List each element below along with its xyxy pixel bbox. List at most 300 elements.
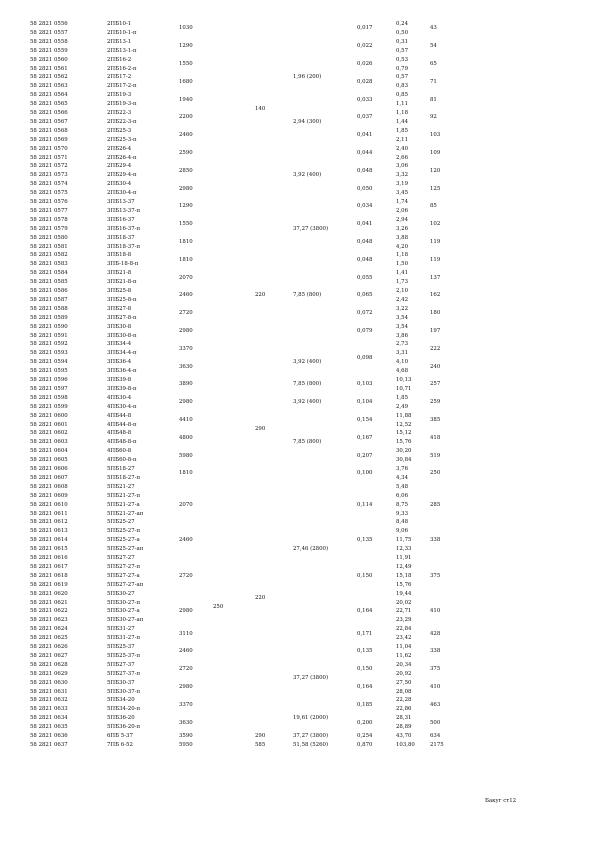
item-mass: 20,02 [396,599,412,606]
item-mass: 3,76 [396,466,409,472]
weight-cell: 385 [430,417,441,424]
length-cell: 1940 [179,96,193,103]
length-cell: 2460 [179,292,193,299]
item-name: 3ПБ30-8-п [107,332,137,339]
item-code: 58 2821 0576 [30,199,68,205]
volume-cell: 0,041 [357,132,373,139]
item-code: 58 2821 0579 [30,225,68,232]
weight-cell: 418 [430,434,441,441]
item-code: 58 2821 0611 [30,510,68,517]
item-code: 58 2821 0562 [30,74,68,81]
length-cell: 2460 [179,537,193,544]
volume-cell: 0,041 [357,221,373,228]
length-cell: 3110 [179,630,193,637]
item-name: 5ПБ31-27 [107,626,135,633]
length-cell: 3370 [179,701,193,708]
item-mass: 103,80 [396,741,415,748]
item-mass: 3,22 [396,305,409,312]
load-cell: 37,27 (3800) [293,733,329,739]
volume-cell: 0,167 [357,434,373,441]
item-mass: 1,41 [396,270,409,277]
item-mass: 15,76 [396,581,412,588]
item-name: 4ПБ60-8 [107,448,132,455]
item-mass: 3,32 [396,172,409,179]
length-cell: 2980 [179,684,193,691]
item-name: 3ПБ21-8 [107,270,132,277]
length-cell: 1550 [179,221,193,228]
volume-cell: 0,065 [357,292,373,299]
volume-cell: 0,098 [357,354,373,361]
item-name: 5ПБ34-20-п [107,706,141,713]
weight-cell: 410 [430,684,441,691]
item-name: 4ПБ30-4-п [107,403,137,410]
item-name: 3ПБ21-8-п [107,279,137,286]
item-mass: 1,73 [396,279,409,286]
item-name: 6ПБ 5-37 [107,733,133,739]
item-code: 58 2821 0578 [30,216,68,223]
item-code: 58 2821 0633 [30,706,68,713]
load-cell: 2,94 (300) [293,118,322,125]
length-cell: 1290 [179,203,193,210]
volume-cell: 0,207 [357,452,373,459]
volume-cell: 0,037 [357,114,373,121]
load-cell: 7,85 (800) [293,292,322,299]
item-mass: 22,28 [396,697,412,704]
height-cell: 290 [255,733,266,739]
item-name: 2ПБ25-3 [107,127,132,134]
item-name: 5ПБ27-37 [107,661,135,668]
item-mass: 0,57 [396,47,409,54]
volume-cell: 0,185 [357,701,373,708]
height-cell: 220 [255,292,266,299]
length-cell: 2720 [179,572,193,579]
weight-cell: 197 [430,328,441,335]
item-mass: 10,13 [396,377,412,383]
item-code: 58 2821 0635 [30,724,68,731]
item-mass: 12,52 [396,421,412,428]
item-name: 2ПБ25-3-п [107,136,137,143]
item-code: 58 2821 0620 [30,590,68,597]
item-name: 5ПБ27-27 [107,555,135,561]
weight-cell: 180 [430,310,441,317]
weight-cell: 375 [430,572,441,579]
item-name: 3ПБ18-37-п [107,243,141,250]
item-code: 58 2821 0605 [30,457,68,464]
item-mass: 2,11 [396,136,409,143]
item-code: 58 2821 0572 [30,163,68,170]
volume-cell: 0,164 [357,684,373,691]
height-cell: 585 [255,741,266,748]
item-code: 58 2821 0609 [30,492,68,499]
weight-cell: 120 [430,167,441,174]
item-name: 3ПБ36-4 [107,359,132,366]
item-name: 5ПБ30-37-п [107,688,141,695]
item-mass: 1,44 [396,118,409,125]
length-cell: 5950 [179,741,193,748]
load-cell: 1,96 (200) [293,74,322,81]
weight-cell: 257 [430,381,441,388]
weight-cell: 85 [430,203,437,210]
weight-cell: 410 [430,608,441,615]
item-name: 2ПБ10-1-п [107,29,137,36]
item-mass: 0,50 [396,29,409,36]
item-code: 58 2821 0607 [30,474,68,481]
item-code: 58 2821 0618 [30,572,68,579]
volume-cell: 0,870 [357,741,373,748]
item-name: 5ПБ25-37 [107,644,135,650]
item-mass: 2,42 [396,296,409,303]
item-name: 4ПБ44-8 [107,412,132,419]
volume-cell: 0,100 [357,470,373,477]
item-code: 58 2821 0631 [30,688,68,695]
item-mass: 22,71 [396,608,412,615]
item-mass: 11,91 [396,555,412,561]
item-name: 5ПБ21-27 [107,483,135,490]
length-cell: 2460 [179,132,193,139]
length-cell: 1810 [179,470,193,477]
item-mass: 0,24 [396,21,409,27]
load-cell: 3,92 (400) [293,359,322,366]
item-mass: 43,70 [396,733,412,739]
item-mass: 9,06 [396,528,409,535]
item-mass: 11,75 [396,537,412,544]
weight-cell: 43 [430,25,437,32]
item-code: 58 2821 0598 [30,394,68,401]
item-mass: 28,08 [396,688,412,695]
load-cell: 7,85 (800) [293,381,322,388]
item-code: 58 2821 0568 [30,127,68,134]
item-name: 2ПБ30-4-п [107,190,137,197]
item-code: 58 2821 0621 [30,599,68,606]
item-mass: 3,19 [396,181,409,188]
item-mass: 8,75 [396,501,409,508]
length-cell: 2850 [179,167,193,174]
item-name: 3ПБ18-37 [107,234,135,241]
item-mass: 1,85 [396,127,409,134]
item-code: 58 2821 0571 [30,154,68,161]
item-mass: 1,85 [396,394,409,401]
item-code: 58 2821 0637 [30,741,68,748]
item-code: 58 2821 0608 [30,483,68,490]
volume-cell: 0,055 [357,274,373,281]
length-cell: 2980 [179,328,193,335]
volume-cell: 0,171 [357,630,373,637]
item-code: 58 2821 0589 [30,314,68,321]
item-name: 5ПБ25-27-ап [107,546,144,553]
item-mass: 22,86 [396,706,412,713]
weight-cell: 428 [430,630,441,637]
item-name: 5ПБ18-27-п [107,474,141,481]
item-code: 58 2821 0581 [30,243,68,250]
item-name: 5ПБ31-27-п [107,635,141,642]
load-cell: 7,85 (800) [293,439,322,446]
item-mass: 4,20 [396,243,409,250]
item-mass: 0,57 [396,74,409,81]
volume-cell: 0,044 [357,150,373,157]
weight-cell: 375 [430,666,441,673]
item-name: 2ПБ17-2-п [107,83,137,90]
item-code: 58 2821 0592 [30,341,68,348]
item-code: 58 2821 0627 [30,652,68,659]
item-code: 58 2821 0567 [30,118,68,125]
item-code: 58 2821 0585 [30,279,68,286]
item-code: 58 2821 0558 [30,38,68,45]
length-cell: 2720 [179,666,193,673]
item-code: 58 2821 0577 [30,207,68,214]
item-code: 58 2821 0614 [30,537,68,544]
weight-cell: 259 [430,399,441,406]
weight-cell: 285 [430,501,441,508]
item-mass: 3,06 [396,163,409,170]
item-name: 5ПБ21-27-а [107,501,140,508]
weight-cell: 222 [430,345,441,352]
volume-cell: 0,154 [357,417,373,424]
item-name: 3ПБ-18-8-п [107,261,139,268]
volume-cell: 0,135 [357,648,373,655]
length-cell: 5980 [179,452,193,459]
item-code: 58 2821 0615 [30,546,68,553]
item-mass: 15,12 [396,430,412,437]
item-name: 3ПБ34-4-п [107,350,137,357]
item-mass: 1,18 [396,252,409,259]
item-code: 58 2821 0632 [30,697,68,704]
item-mass: 0,79 [396,65,409,72]
item-name: 5ПБ21-27-п [107,492,141,499]
length-cell: 1290 [179,43,193,50]
item-name: 2ПБ13-1-п [107,47,137,54]
item-mass: 3,88 [396,234,409,241]
length-cell: 2980 [179,608,193,615]
item-code: 58 2821 0563 [30,83,68,90]
length-cell: 2720 [179,310,193,317]
item-name: 5ПБ27-27-а [107,572,140,579]
weight-cell: 634 [430,733,441,739]
weight-cell: 54 [430,43,437,50]
item-mass: 6,06 [396,492,409,499]
length-cell: 3370 [179,345,193,352]
item-name: 2ПБ26-4-п [107,154,137,161]
item-name: 2ПБ17-2 [107,74,132,81]
item-name: 7ПБ 6-52 [107,741,133,748]
item-name: 5ПБ27-37-п [107,670,141,677]
volume-cell: 0,022 [357,43,373,50]
item-name: 2ПБ19-3 [107,92,132,99]
length-cell: 3630 [179,363,193,370]
load-cell: 27,46 (2800) [293,546,329,553]
item-mass: 2,66 [396,154,409,161]
item-mass: 3,26 [396,225,409,232]
item-name: 5ПБ27-27-ап [107,581,144,588]
item-name: 3ПБ18-8 [107,252,132,259]
item-mass: 1,18 [396,110,409,116]
item-code: 58 2821 0628 [30,661,68,668]
item-name: 5ПБ18-27 [107,466,135,472]
item-mass: 20,92 [396,670,412,677]
length-cell: 4410 [179,417,193,424]
item-code: 58 2821 0616 [30,555,68,561]
volume-cell: 0,050 [357,185,373,192]
item-mass: 0,53 [396,56,409,63]
item-name: 3ПБ36-4-п [107,368,137,375]
item-code: 58 2821 0636 [30,733,68,739]
volume-cell: 0,028 [357,78,373,85]
item-name: 5ПБ25-27 [107,519,135,526]
volume-cell: 0,114 [357,501,373,508]
item-name: 5ПБ36-20 [107,715,135,722]
height-cell: 140 [255,105,266,112]
item-mass: 28,89 [396,724,412,731]
item-mass: 4,10 [396,359,409,366]
item-code: 58 2821 0610 [30,501,68,508]
item-name: 5ПБ30-27-а [107,608,140,615]
item-name: 3ПБ30-8 [107,323,132,330]
item-code: 58 2821 0584 [30,270,68,277]
item-mass: 11,62 [396,652,412,659]
item-mass: 28,31 [396,715,412,722]
item-name: 4ПБ48-8 [107,430,132,437]
item-name: 2ПБ22-3 [107,110,132,116]
item-mass: 3,54 [396,323,409,330]
item-name: 4ПБ48-8-п [107,439,137,446]
item-code: 58 2821 0580 [30,234,68,241]
item-name: 2ПБ13-1 [107,38,132,45]
length-cell: 1550 [179,61,193,68]
weight-cell: 103 [430,132,441,139]
item-code: 58 2821 0569 [30,136,68,143]
item-name: 3ПБ16-37 [107,216,135,223]
item-name: 5ПБ25-27-п [107,528,141,535]
volume-cell: 0,254 [357,733,373,739]
item-name: 5ПБ25-27-а [107,537,140,544]
item-name: 2ПБ16-2 [107,56,132,63]
item-code: 58 2821 0599 [30,403,68,410]
volume-cell: 0,150 [357,666,373,673]
item-code: 58 2821 0595 [30,368,68,375]
page-footer-label: Бакуг ст12 [485,798,517,804]
item-name: 5ПБ36-20-п [107,724,141,731]
length-cell: 2980 [179,185,193,192]
item-mass: 11,04 [396,644,412,650]
item-name: 5ПБ34-20 [107,697,135,704]
item-code: 58 2821 0560 [30,56,68,63]
item-code: 58 2821 0617 [30,563,68,570]
weight-cell: 71 [430,78,437,85]
item-name: 3ПБ27-8 [107,305,132,312]
item-code: 58 2821 0587 [30,296,68,303]
item-name: 2ПБ29-4 [107,163,132,170]
item-mass: 2,10 [396,288,409,294]
item-name: 5ПБ30-27-п [107,599,141,606]
item-code: 58 2821 0625 [30,635,68,642]
item-mass: 3,31 [396,350,409,357]
item-code: 58 2821 0594 [30,359,68,366]
item-name: 2ПБ10-1 [107,21,132,27]
item-code: 58 2821 0622 [30,608,68,615]
volume-cell: 0,103 [357,381,373,388]
item-name: 4ПБ44-8-п [107,421,137,428]
item-name: 2ПБ30-4 [107,181,132,188]
item-mass: 15,76 [396,439,412,446]
item-name: 5ПБ21-27-ап [107,510,144,517]
item-code: 58 2821 0619 [30,581,68,588]
length-cell: 3890 [179,381,193,388]
weight-cell: 2175 [430,741,444,748]
volume-cell: 0,104 [357,399,373,406]
volume-cell: 0,048 [357,239,373,246]
item-mass: 8,48 [396,519,409,526]
weight-cell: 102 [430,221,441,228]
item-code: 58 2821 0574 [30,181,68,188]
weight-cell: 65 [430,61,437,68]
item-name: 5ПБ25-37-п [107,652,141,659]
volume-cell: 0,017 [357,25,373,32]
volume-cell: 0,164 [357,608,373,615]
load-cell: 19,61 (2000) [293,715,329,722]
volume-cell: 0,034 [357,203,373,210]
item-mass: 2,73 [396,341,409,348]
item-mass: 1,50 [396,261,409,268]
item-name: 2ПБ16-2-п [107,65,137,72]
item-code: 58 2821 0583 [30,261,68,268]
item-mass: 23,42 [396,635,412,642]
item-name: 3ПБ39-8-п [107,385,137,392]
weight-cell: 119 [430,239,441,246]
item-mass: 23,29 [396,617,412,624]
item-code: 58 2821 0606 [30,466,68,472]
volume-cell: 0,135 [357,537,373,544]
item-name: 5ПБ30-27-ап [107,617,144,624]
item-mass: 2,06 [396,207,409,214]
volume-cell: 0,048 [357,167,373,174]
item-code: 58 2821 0582 [30,252,68,259]
item-code: 58 2821 0600 [30,412,68,419]
item-code: 58 2821 0597 [30,385,68,392]
item-mass: 4,34 [396,474,409,481]
height-cell: 290 [255,425,266,432]
item-mass: 12,33 [396,546,412,553]
volume-cell: 0,072 [357,310,373,317]
length-cell: 2460 [179,648,193,655]
item-name: 2ПБ22-3-п [107,118,137,125]
item-code: 58 2821 0556 [30,21,68,27]
item-code: 58 2821 0624 [30,626,68,633]
item-code: 58 2821 0630 [30,679,68,686]
item-name: 3ПБ13-37 [107,199,135,205]
item-code: 58 2821 0601 [30,421,68,428]
item-code: 58 2821 0596 [30,377,68,383]
volume-cell: 0,026 [357,61,373,68]
item-mass: 10,71 [396,385,412,392]
item-mass: 15,18 [396,572,412,579]
length-cell: 1030 [179,25,193,32]
length-cell: 2070 [179,501,193,508]
item-mass: 2,94 [396,216,409,223]
weight-cell: 109 [430,150,441,157]
length-cell: 2200 [179,114,193,121]
length-cell: 2070 [179,274,193,281]
item-mass: 30,84 [396,457,412,464]
item-mass: 3,86 [396,332,409,339]
volume-cell: 0,033 [357,96,373,103]
item-mass: 1,74 [396,199,409,205]
weight-cell: 250 [430,470,441,477]
item-code: 58 2821 0634 [30,715,68,722]
item-code: 58 2821 0626 [30,644,68,650]
item-name: 5ПБ30-27 [107,590,135,597]
item-mass: 5,48 [396,483,409,490]
item-mass: 1,11 [396,101,409,108]
item-mass: 4,68 [396,368,409,375]
